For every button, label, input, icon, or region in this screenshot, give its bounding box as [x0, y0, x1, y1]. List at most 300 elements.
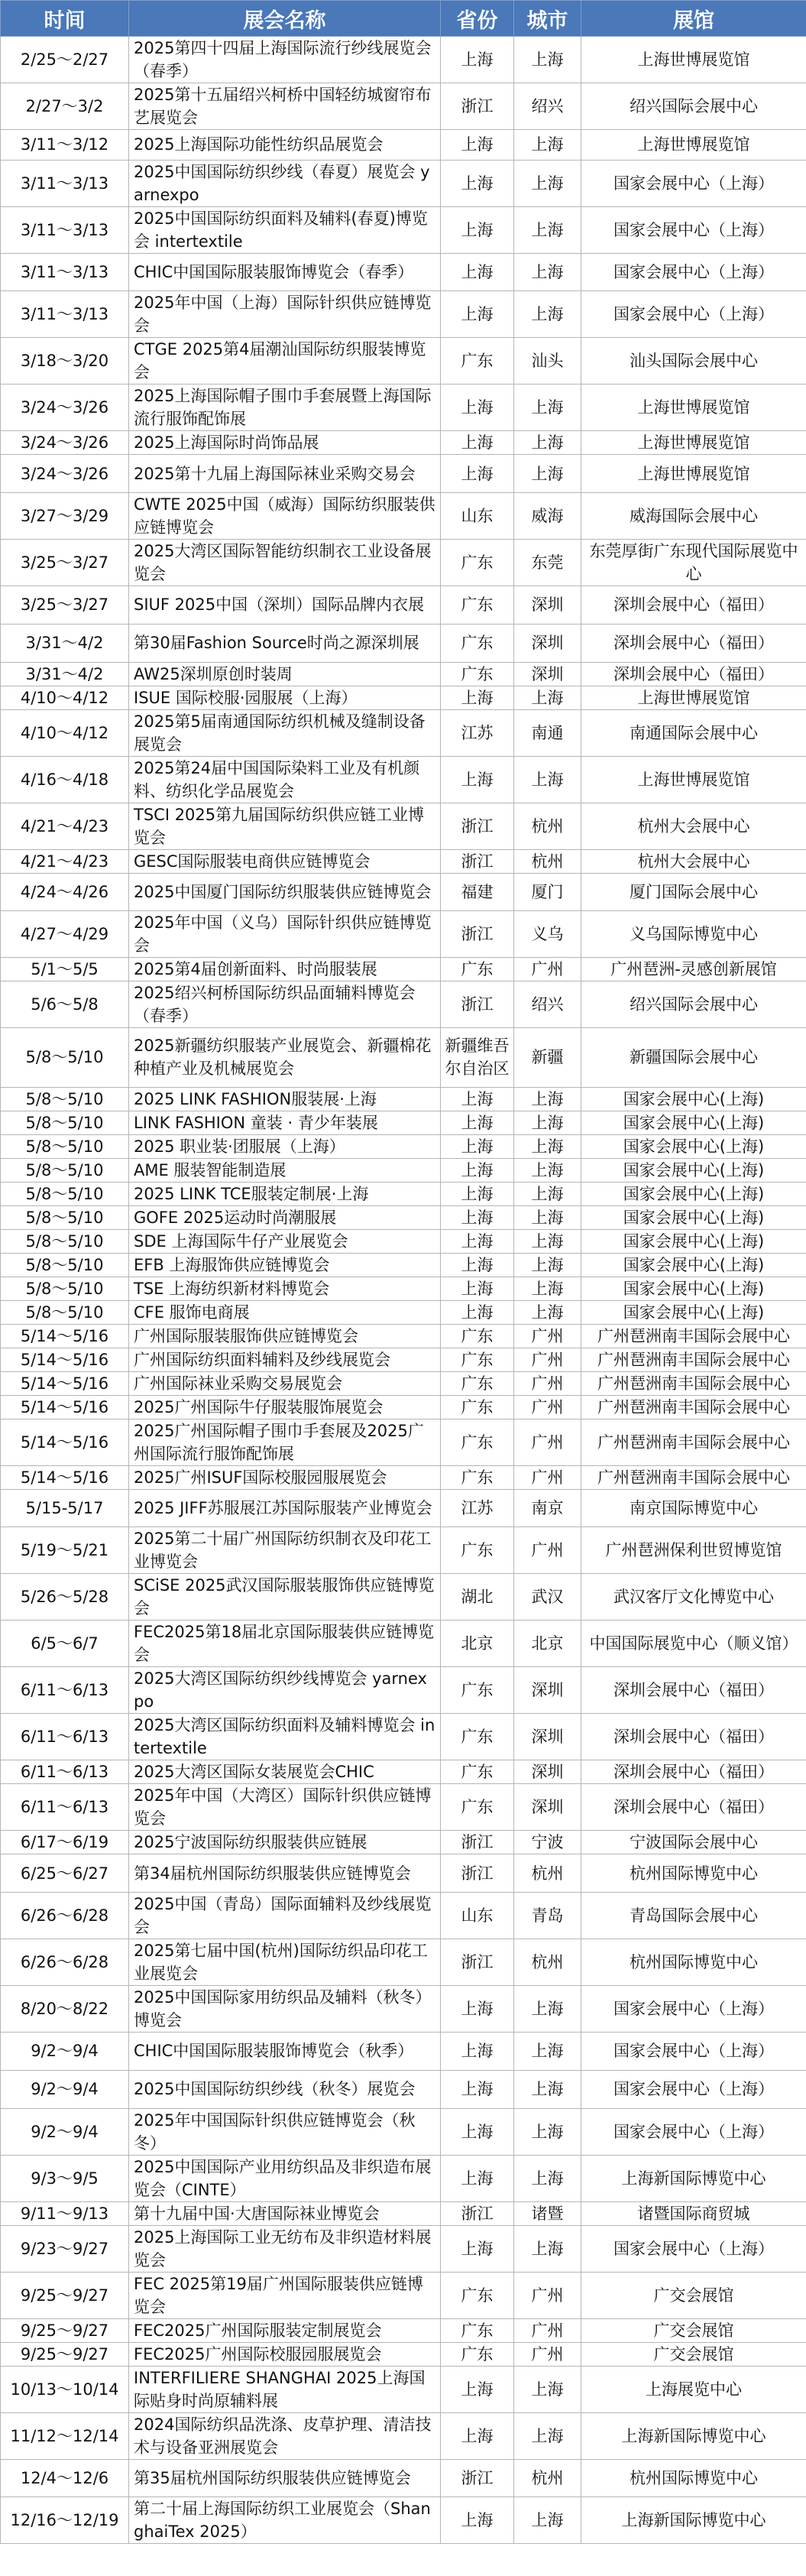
- cell-province: 浙江: [441, 1939, 514, 1986]
- cell-province: 上海: [441, 1229, 514, 1253]
- cell-province: 上海: [441, 1182, 514, 1205]
- cell-time: 12/4～12/6: [1, 2459, 129, 2497]
- cell-venue: 上海新国际博览中心: [581, 2497, 806, 2544]
- cell-city: 广州: [514, 1348, 581, 1371]
- cell-venue: 国家会展中心(上海): [581, 1253, 806, 1277]
- cell-name: 广州国际服装服饰供应链博览会: [129, 1324, 441, 1348]
- cell-name: 2024国际纺织品洗涤、皮草护理、清洁技术与设备亚洲展览会: [129, 2412, 441, 2459]
- table-row: [1, 2497, 806, 2544]
- cell-city: 上海: [514, 1277, 581, 1300]
- cell-venue: 绍兴国际会展中心: [581, 83, 806, 130]
- cell-time: 5/14～5/16: [1, 1371, 129, 1395]
- cell-city: 上海: [514, 130, 581, 161]
- cell-province: 上海: [441, 1300, 514, 1324]
- cell-city: 汕头: [514, 338, 581, 384]
- cell-name: 2025大湾区国际纺织面料及辅料博览会 intertextile: [129, 1714, 441, 1760]
- table-row: [1, 1348, 806, 1371]
- cell-time: 5/8～5/10: [1, 1277, 129, 1300]
- cell-city: 上海: [514, 756, 581, 803]
- cell-venue: 上海世博展览馆: [581, 455, 806, 493]
- cell-time: 5/14～5/16: [1, 1324, 129, 1348]
- cell-time: 5/14～5/16: [1, 1395, 129, 1419]
- cell-name: 2025年中国国际针织供应链博览会（秋冬）: [129, 2108, 441, 2155]
- cell-city: 南通: [514, 709, 581, 756]
- cell-time: 5/8～5/10: [1, 1111, 129, 1134]
- cell-province: 浙江: [441, 83, 514, 130]
- cell-name: INTERFILIERE SHANGHAI 2025上海国际贴身时尚原辅料展: [129, 2366, 441, 2412]
- cell-province: 广东: [441, 338, 514, 384]
- cell-city: 上海: [514, 2070, 581, 2108]
- cell-city: 新疆: [514, 1028, 581, 1087]
- cell-venue: 绍兴国际会展中心: [581, 981, 806, 1028]
- cell-province: 广东: [441, 586, 514, 625]
- cell-name: GESC国际服装电商供应链博览会: [129, 849, 441, 873]
- cell-city: 上海: [514, 384, 581, 431]
- cell-name: 第二十届上海国际纺织工业展览会（ShanghaiTex 2025）: [129, 2497, 441, 2544]
- cell-city: 上海: [514, 1300, 581, 1324]
- cell-province: 广东: [441, 2318, 514, 2342]
- cell-venue: 宁波国际会展中心: [581, 1831, 806, 1854]
- cell-province: 上海: [441, 1253, 514, 1277]
- cell-city: 威海: [514, 493, 581, 540]
- cell-time: 9/23～9/27: [1, 2225, 129, 2272]
- cell-province: 上海: [441, 431, 514, 455]
- cell-time: 5/8～5/10: [1, 1205, 129, 1229]
- cell-time: 6/11～6/13: [1, 1667, 129, 1714]
- header-time: 时间: [1, 1, 129, 37]
- cell-province: 广东: [441, 1760, 514, 1784]
- cell-name: 2025中国（青岛）国际面辅料及纱线展览会: [129, 1893, 441, 1939]
- table-row: [1, 1182, 806, 1205]
- cell-venue: 国家会展中心(上海): [581, 1182, 806, 1205]
- table-row: [1, 2108, 806, 2155]
- cell-city: 广州: [514, 958, 581, 981]
- table-row: [1, 431, 806, 455]
- cell-time: 5/15-5/17: [1, 1489, 129, 1527]
- cell-province: 上海: [441, 686, 514, 709]
- cell-name: 2025第七届中国(杭州)国际纺织品印花工业展览会: [129, 1939, 441, 1986]
- cell-province: 广东: [441, 1784, 514, 1831]
- cell-venue: 中国国际展览中心（顺义馆）: [581, 1621, 806, 1667]
- cell-province: 浙江: [441, 803, 514, 849]
- cell-name: 2025广州国际帽子围巾手套展及2025广州国际流行服饰配饰展: [129, 1419, 441, 1465]
- cell-time: 9/2～9/4: [1, 2033, 129, 2071]
- cell-venue: 汕头国际会展中心: [581, 338, 806, 384]
- cell-province: 上海: [441, 206, 514, 253]
- cell-venue: 上海世博展览馆: [581, 756, 806, 803]
- table-body: [1, 37, 806, 2544]
- cell-name: SIUF 2025中国（深圳）国际品牌内衣展: [129, 586, 441, 625]
- cell-name: 2025中国国际家用纺织品及辅料（秋冬）博览会: [129, 1986, 441, 2033]
- cell-venue: 国家会展中心（上海）: [581, 2070, 806, 2108]
- cell-city: 深圳: [514, 1667, 581, 1714]
- cell-name: SDE 上海国际牛仔产业展览会: [129, 1229, 441, 1253]
- cell-province: 山东: [441, 493, 514, 540]
- cell-time: 2/27～3/2: [1, 83, 129, 130]
- cell-venue: 杭州大会展中心: [581, 803, 806, 849]
- cell-name: 广州国际袜业采购交易展览会: [129, 1371, 441, 1395]
- table-row: [1, 1760, 806, 1784]
- cell-venue: 国家会展中心(上海): [581, 1134, 806, 1158]
- table-row: [1, 1893, 806, 1939]
- cell-city: 上海: [514, 431, 581, 455]
- cell-venue: 东莞厚街广东现代国际展览中心: [581, 540, 806, 586]
- cell-province: 上海: [441, 130, 514, 161]
- cell-city: 厦门: [514, 873, 581, 911]
- cell-name: 第34届杭州国际纺织服装供应链博览会: [129, 1854, 441, 1893]
- cell-name: SCiSE 2025武汉国际服装服饰供应链博览会: [129, 1574, 441, 1621]
- cell-time: 5/8～5/10: [1, 1087, 129, 1111]
- cell-venue: 杭州国际博览中心: [581, 2459, 806, 2497]
- cell-city: 北京: [514, 1621, 581, 1667]
- cell-city: 义乌: [514, 911, 581, 958]
- cell-name: 2025上海国际功能性纺织品展览会: [129, 130, 441, 161]
- cell-province: 广东: [441, 1667, 514, 1714]
- cell-city: 上海: [514, 1087, 581, 1111]
- cell-time: 3/24～3/26: [1, 384, 129, 431]
- cell-venue: 国家会展中心（上海）: [581, 291, 806, 338]
- cell-time: 4/16～4/18: [1, 756, 129, 803]
- cell-venue: 国家会展中心（上海）: [581, 160, 806, 206]
- table-row: [1, 1277, 806, 1300]
- cell-name: FEC2025广州国际服装定制展览会: [129, 2318, 441, 2342]
- table-row: [1, 1087, 806, 1111]
- cell-city: 上海: [514, 1229, 581, 1253]
- cell-venue: 深圳会展中心（福田）: [581, 1784, 806, 1831]
- table-row: [1, 803, 806, 849]
- cell-province: 广东: [441, 2342, 514, 2366]
- cell-name: 2025大湾区国际女装展览会CHIC: [129, 1760, 441, 1784]
- table-row: [1, 455, 806, 493]
- cell-province: 广东: [441, 1465, 514, 1489]
- cell-venue: 广交会展馆: [581, 2342, 806, 2366]
- cell-time: 5/14～5/16: [1, 1419, 129, 1465]
- cell-time: 5/19～5/21: [1, 1527, 129, 1574]
- header-name: 展会名称: [129, 1, 441, 37]
- cell-province: 上海: [441, 2070, 514, 2108]
- table-row: [1, 493, 806, 540]
- cell-venue: 杭州大会展中心: [581, 849, 806, 873]
- cell-city: 广州: [514, 1527, 581, 1574]
- cell-province: 上海: [441, 2155, 514, 2201]
- cell-venue: 国家会展中心（上海）: [581, 2108, 806, 2155]
- table-row: [1, 662, 806, 686]
- cell-time: 5/26～5/28: [1, 1574, 129, 1621]
- cell-venue: 威海国际会展中心: [581, 493, 806, 540]
- cell-name: 2025大湾区国际纺织纱线博览会 yarnexpo: [129, 1667, 441, 1714]
- cell-venue: 广州琶洲南丰国际会展中心: [581, 1348, 806, 1371]
- cell-time: 3/11～3/13: [1, 160, 129, 206]
- cell-venue: 杭州国际博览中心: [581, 1939, 806, 1986]
- table-row: [1, 2342, 806, 2366]
- cell-time: 6/26～6/28: [1, 1939, 129, 1986]
- table-row: [1, 1939, 806, 1986]
- cell-city: 深圳: [514, 586, 581, 625]
- cell-name: AW25深圳原创时装周: [129, 662, 441, 686]
- table-row: [1, 1205, 806, 1229]
- cell-city: 绍兴: [514, 981, 581, 1028]
- cell-name: 2025广州国际牛仔服装服饰展览会: [129, 1395, 441, 1419]
- cell-venue: 杭州国际博览中心: [581, 1854, 806, 1893]
- cell-venue: 深圳会展中心（福田）: [581, 1714, 806, 1760]
- cell-province: 上海: [441, 253, 514, 291]
- cell-time: 4/10～4/12: [1, 686, 129, 709]
- cell-city: 广州: [514, 2272, 581, 2318]
- cell-time: 3/31～4/2: [1, 624, 129, 662]
- cell-time: 3/27～3/29: [1, 493, 129, 540]
- cell-city: 上海: [514, 160, 581, 206]
- cell-city: 广州: [514, 1395, 581, 1419]
- cell-province: 山东: [441, 1893, 514, 1939]
- cell-name: FEC 2025第19届广州国际服装供应链博览会: [129, 2272, 441, 2318]
- header-venue: 展馆: [581, 1, 806, 37]
- cell-name: 2025 LINK TCE服装定制展·上海: [129, 1182, 441, 1205]
- cell-name: 2025第四十四届上海国际流行纱线展览会（春季）: [129, 37, 441, 83]
- cell-time: 5/8～5/10: [1, 1229, 129, 1253]
- cell-province: 浙江: [441, 2201, 514, 2225]
- cell-city: 上海: [514, 2412, 581, 2459]
- table-row: [1, 1621, 806, 1667]
- cell-name: 2025上海国际时尚饰品展: [129, 431, 441, 455]
- cell-time: 10/13～10/14: [1, 2366, 129, 2412]
- cell-name: 2025年中国（上海）国际针织供应链博览会: [129, 291, 441, 338]
- cell-name: 2025新疆纺织服装产业展览会、新疆棉花种植产业及机械展览会: [129, 1028, 441, 1087]
- cell-time: 3/24～3/26: [1, 431, 129, 455]
- cell-province: 浙江: [441, 1854, 514, 1893]
- cell-province: 浙江: [441, 911, 514, 958]
- cell-city: 广州: [514, 2318, 581, 2342]
- cell-city: 深圳: [514, 624, 581, 662]
- table-row: [1, 1371, 806, 1395]
- cell-city: 上海: [514, 206, 581, 253]
- cell-time: 9/11～9/13: [1, 2201, 129, 2225]
- cell-time: 6/26～6/28: [1, 1893, 129, 1939]
- cell-venue: 广州琶洲-灵感创新展馆: [581, 958, 806, 981]
- table-row: [1, 1111, 806, 1134]
- cell-time: 5/8～5/10: [1, 1253, 129, 1277]
- cell-time: 3/11～3/13: [1, 253, 129, 291]
- cell-province: 广东: [441, 624, 514, 662]
- cell-time: 6/17～6/19: [1, 1831, 129, 1854]
- table-row: [1, 1395, 806, 1419]
- cell-name: 2025上海国际帽子围巾手套展暨上海国际流行服饰配饰展: [129, 384, 441, 431]
- cell-province: 上海: [441, 2225, 514, 2272]
- cell-name: 2025第十九届上海国际袜业采购交易会: [129, 455, 441, 493]
- table-row: [1, 338, 806, 384]
- table-row: [1, 37, 806, 83]
- cell-name: 第30届Fashion Source时尚之源深圳展: [129, 624, 441, 662]
- cell-venue: 国家会展中心(上海): [581, 1087, 806, 1111]
- table-row: [1, 2412, 806, 2459]
- cell-time: 3/31～4/2: [1, 662, 129, 686]
- cell-city: 深圳: [514, 1784, 581, 1831]
- table-row: [1, 873, 806, 911]
- cell-province: 浙江: [441, 849, 514, 873]
- cell-venue: 国家会展中心（上海）: [581, 1986, 806, 2033]
- cell-city: 上海: [514, 1134, 581, 1158]
- cell-province: 上海: [441, 1205, 514, 1229]
- cell-name: LINK FASHION 童装 · 青少年装展: [129, 1111, 441, 1134]
- cell-city: 上海: [514, 1253, 581, 1277]
- cell-province: 上海: [441, 756, 514, 803]
- table-row: [1, 1419, 806, 1465]
- cell-province: 广东: [441, 1527, 514, 1574]
- table-row: [1, 1714, 806, 1760]
- table-row: [1, 2155, 806, 2201]
- cell-name: 2025中国国际纺织面料及辅料(春夏)博览会 intertextile: [129, 206, 441, 253]
- cell-time: 5/8～5/10: [1, 1134, 129, 1158]
- cell-time: 5/14～5/16: [1, 1465, 129, 1489]
- table-row: [1, 1324, 806, 1348]
- cell-venue: 上海世博展览馆: [581, 37, 806, 83]
- cell-name: 广州国际纺织面料辅料及纱线展览会: [129, 1348, 441, 1371]
- cell-venue: 上海世博展览馆: [581, 686, 806, 709]
- cell-time: 3/24～3/26: [1, 455, 129, 493]
- cell-venue: 广交会展馆: [581, 2318, 806, 2342]
- cell-city: 宁波: [514, 1831, 581, 1854]
- cell-city: 上海: [514, 2108, 581, 2155]
- cell-time: 9/25～9/27: [1, 2318, 129, 2342]
- cell-venue: 国家会展中心(上海): [581, 1158, 806, 1182]
- cell-city: 杭州: [514, 803, 581, 849]
- cell-time: 5/6～5/8: [1, 981, 129, 1028]
- cell-province: 浙江: [441, 2459, 514, 2497]
- cell-city: 广州: [514, 1419, 581, 1465]
- cell-province: 浙江: [441, 1831, 514, 1854]
- table-row: [1, 1134, 806, 1158]
- cell-venue: 国家会展中心(上海): [581, 1111, 806, 1134]
- cell-venue: 国家会展中心（上海）: [581, 253, 806, 291]
- cell-city: 上海: [514, 1986, 581, 2033]
- cell-city: 绍兴: [514, 83, 581, 130]
- cell-name: 2025 LINK FASHION服装展·上海: [129, 1087, 441, 1111]
- cell-city: 广州: [514, 1465, 581, 1489]
- cell-province: 上海: [441, 1986, 514, 2033]
- cell-province: 上海: [441, 1158, 514, 1182]
- cell-province: 江苏: [441, 1489, 514, 1527]
- cell-venue: 武汉客厅文化博览中心: [581, 1574, 806, 1621]
- cell-name: 2025宁波国际纺织服装供应链展: [129, 1831, 441, 1854]
- cell-time: 12/16～12/19: [1, 2497, 129, 2544]
- cell-city: 上海: [514, 686, 581, 709]
- cell-name: 第十九届中国·大唐国际袜业博览会: [129, 2201, 441, 2225]
- cell-province: 北京: [441, 1621, 514, 1667]
- cell-city: 上海: [514, 37, 581, 83]
- cell-city: 杭州: [514, 849, 581, 873]
- cell-time: 9/25～9/27: [1, 2272, 129, 2318]
- cell-name: 2025大湾区国际智能纺织制衣工业设备展览会: [129, 540, 441, 586]
- cell-province: 广东: [441, 1348, 514, 1371]
- cell-time: 6/11～6/13: [1, 1784, 129, 1831]
- table-row: [1, 911, 806, 958]
- cell-city: 上海: [514, 2033, 581, 2071]
- cell-venue: 广州琶洲南丰国际会展中心: [581, 1371, 806, 1395]
- cell-venue: 深圳会展中心（福田）: [581, 586, 806, 625]
- cell-time: 6/5～6/7: [1, 1621, 129, 1667]
- cell-province: 上海: [441, 1134, 514, 1158]
- cell-province: 上海: [441, 1111, 514, 1134]
- cell-name: 2025第24届中国国际染料工业及有机颜料、纺织化学品展览会: [129, 756, 441, 803]
- cell-time: 5/8～5/10: [1, 1158, 129, 1182]
- cell-province: 新疆维吾尔自治区: [441, 1028, 514, 1087]
- table-row: [1, 540, 806, 586]
- cell-city: 深圳: [514, 1760, 581, 1784]
- cell-province: 广东: [441, 1324, 514, 1348]
- cell-province: 上海: [441, 291, 514, 338]
- cell-name: GOFE 2025运动时尚潮服展: [129, 1205, 441, 1229]
- cell-name: CHIC中国国际服装服饰博览会（秋季）: [129, 2033, 441, 2071]
- cell-time: 9/3～9/5: [1, 2155, 129, 2201]
- cell-city: 杭州: [514, 1939, 581, 1986]
- cell-city: 南京: [514, 1489, 581, 1527]
- cell-province: 广东: [441, 1714, 514, 1760]
- cell-name: 2025绍兴柯桥国际纺织品面辅料博览会（春季）: [129, 981, 441, 1028]
- cell-name: 2025年中国（义乌）国际针织供应链博览会: [129, 911, 441, 958]
- table-row: [1, 160, 806, 206]
- cell-venue: 广州琶洲南丰国际会展中心: [581, 1465, 806, 1489]
- cell-venue: 南通国际会展中心: [581, 709, 806, 756]
- cell-city: 东莞: [514, 540, 581, 586]
- cell-venue: 深圳会展中心（福田）: [581, 624, 806, 662]
- cell-city: 广州: [514, 1371, 581, 1395]
- table-row: [1, 709, 806, 756]
- cell-venue: 国家会展中心（上海）: [581, 2033, 806, 2071]
- cell-city: 武汉: [514, 1574, 581, 1621]
- cell-name: 2025第十五届绍兴柯桥中国轻纺城窗帘布艺展览会: [129, 83, 441, 130]
- cell-city: 深圳: [514, 1714, 581, 1760]
- table-row: [1, 1489, 806, 1527]
- cell-venue: 国家会展中心(上海): [581, 1229, 806, 1253]
- cell-time: 3/25～3/27: [1, 540, 129, 586]
- table-row: [1, 1667, 806, 1714]
- cell-venue: 上海展览中心: [581, 2366, 806, 2412]
- cell-province: 湖北: [441, 1574, 514, 1621]
- cell-city: 上海: [514, 1158, 581, 1182]
- table-row: [1, 384, 806, 431]
- cell-province: 上海: [441, 2366, 514, 2412]
- table-row: [1, 1028, 806, 1087]
- table-row: [1, 2070, 806, 2108]
- cell-venue: 上海世博展览馆: [581, 431, 806, 455]
- cell-city: 上海: [514, 2497, 581, 2544]
- table-header-row: [1, 1, 806, 37]
- cell-time: 6/11～6/13: [1, 1760, 129, 1784]
- cell-name: EFB 上海服饰供应链博览会: [129, 1253, 441, 1277]
- cell-venue: 诸暨国际商贸城: [581, 2201, 806, 2225]
- cell-city: 青岛: [514, 1893, 581, 1939]
- cell-time: 6/11～6/13: [1, 1714, 129, 1760]
- cell-name: 第35届杭州国际纺织服装供应链博览会: [129, 2459, 441, 2497]
- cell-name: 2025年中国（大湾区）国际针织供应链博览会: [129, 1784, 441, 1831]
- cell-time: 9/2～9/4: [1, 2070, 129, 2108]
- table-row: [1, 586, 806, 625]
- cell-venue: 上海新国际博览中心: [581, 2412, 806, 2459]
- table-row: [1, 1300, 806, 1324]
- table-row: [1, 1986, 806, 2033]
- table-row: [1, 1574, 806, 1621]
- cell-venue: 深圳会展中心（福田）: [581, 662, 806, 686]
- table-row: [1, 1854, 806, 1893]
- cell-venue: 深圳会展中心（福田）: [581, 1667, 806, 1714]
- cell-city: 上海: [514, 1182, 581, 1205]
- cell-time: 3/11～3/13: [1, 291, 129, 338]
- cell-name: CWTE 2025中国（威海）国际纺织服装供应链博览会: [129, 493, 441, 540]
- cell-time: 8/20～8/22: [1, 1986, 129, 2033]
- cell-city: 上海: [514, 2225, 581, 2272]
- cell-time: 3/11～3/12: [1, 130, 129, 161]
- cell-time: 5/8～5/10: [1, 1182, 129, 1205]
- cell-time: 6/25～6/27: [1, 1854, 129, 1893]
